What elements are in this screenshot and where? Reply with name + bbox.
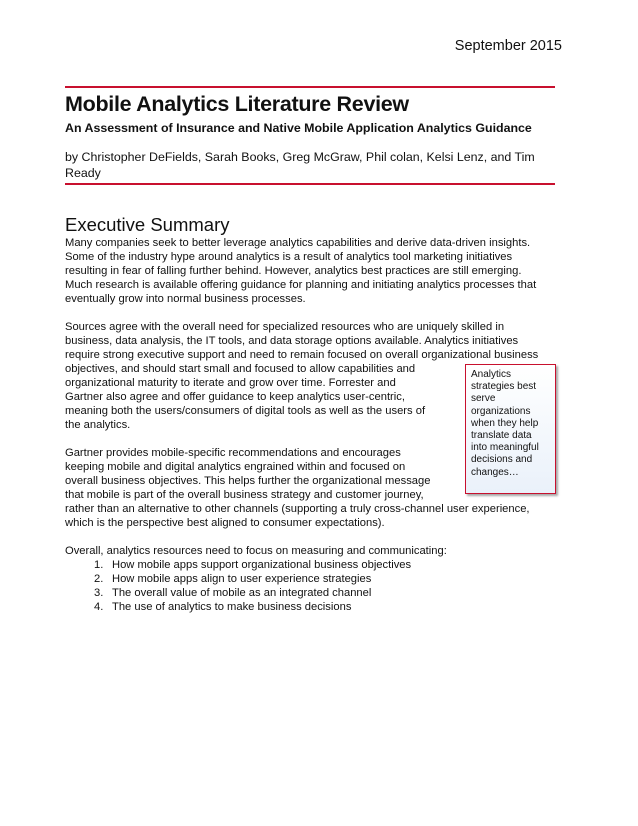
list-item	[94, 586, 371, 600]
list-text: The overall value of mobile as an integrated channel	[112, 587, 372, 599]
paragraph-line: which is the perspective best aligned to consumer expectations).	[65, 517, 385, 529]
callout-line: decisions and	[471, 454, 533, 466]
callout-line: strategies best	[471, 381, 537, 393]
paragraph-line: Gartner also agree and offer guidance to keep analytics user-centric,	[65, 391, 405, 403]
top-divider	[65, 86, 555, 88]
paragraph-line: Some of the industry hype around analytics is a result of analytics tool marketing initiatives	[65, 251, 513, 263]
paragraph-line: Overall, analytics resources need to focus on measuring and communicating:	[65, 545, 447, 557]
callout-line: organizations	[471, 405, 531, 417]
callout-line: Analytics	[471, 369, 512, 380]
paragraph-line: eventually grow into normal business processes.	[65, 293, 306, 305]
paragraph-line: the analytics.	[65, 419, 131, 431]
callout-line: when they help	[471, 417, 539, 429]
paragraph-line: business, data analysis, the IT tools, and data storage options available. Analytics initiatives	[65, 335, 519, 347]
paragraph-line: resulting in fear of falling further behind. However, analytics best practices are still emerging.	[65, 265, 522, 277]
callout-line: translate data	[471, 430, 532, 442]
list-number: 2.	[94, 573, 104, 585]
document-subtitle: An Assessment of Insurance and Native Mobile Application Analytics Guidance	[65, 121, 532, 135]
paragraph-line: organizational maturity to iterate and grow over time. Forrester and	[65, 377, 396, 389]
list-number: 1.	[94, 559, 104, 571]
paragraph-line: meaning both the users/consumers of digital tools as well as the users of	[65, 405, 426, 417]
list-text: How mobile apps support organizational business objectives	[112, 559, 412, 571]
list-text: The use of analytics to make business decisions	[112, 601, 352, 613]
paragraph-line: rather than an alternative to other channels (supporting a truly cross-channel user experience,	[65, 503, 530, 515]
callout-line: changes…	[471, 466, 519, 478]
paragraph-line: require strong executive support and need to remain focused on overall organizational business	[65, 349, 539, 361]
paragraph-line: Gartner provides mobile-specific recommendations and encourages	[65, 447, 401, 459]
paragraph-line: objectives, and should start small and focused to allow capabilities and	[65, 363, 416, 375]
document-title: Mobile Analytics Literature Review	[65, 92, 409, 116]
paragraph-line: that mobile is part of the overall business strategy and customer journey,	[65, 489, 424, 501]
section-heading: Executive Summary	[65, 214, 230, 235]
pull-quote-callout	[465, 364, 556, 494]
list-item	[94, 572, 371, 586]
callout-line: serve	[471, 393, 496, 405]
paragraph-line: Much research is available offering guidance for planning and initiating analytics processes that	[65, 279, 537, 291]
paragraph-line: Many companies seek to better leverage analytics capabilities and derive data-driven insights.	[65, 237, 531, 249]
list-item	[94, 558, 411, 572]
callout-line: into meaningful	[471, 442, 539, 454]
paragraph-line: overall business objectives. This helps further the organizational message	[65, 475, 431, 487]
list-number: 4.	[94, 601, 104, 613]
list-number: 3.	[94, 587, 104, 599]
bottom-divider	[65, 183, 555, 185]
paragraph-line: keeping mobile and digital analytics engrained within and focused on	[65, 461, 406, 473]
document-date: September 2015	[454, 38, 562, 54]
list-item	[94, 600, 351, 614]
author-list: by Christopher DeFields, Sarah Books, Greg McGraw, Phil colan, Kelsi Lenz, and Tim Ready	[65, 150, 535, 180]
list-text: How mobile apps align to user experience strategies	[112, 573, 372, 585]
paragraph-line: Sources agree with the overall need for specialized resources who are uniquely skilled in	[65, 321, 505, 333]
